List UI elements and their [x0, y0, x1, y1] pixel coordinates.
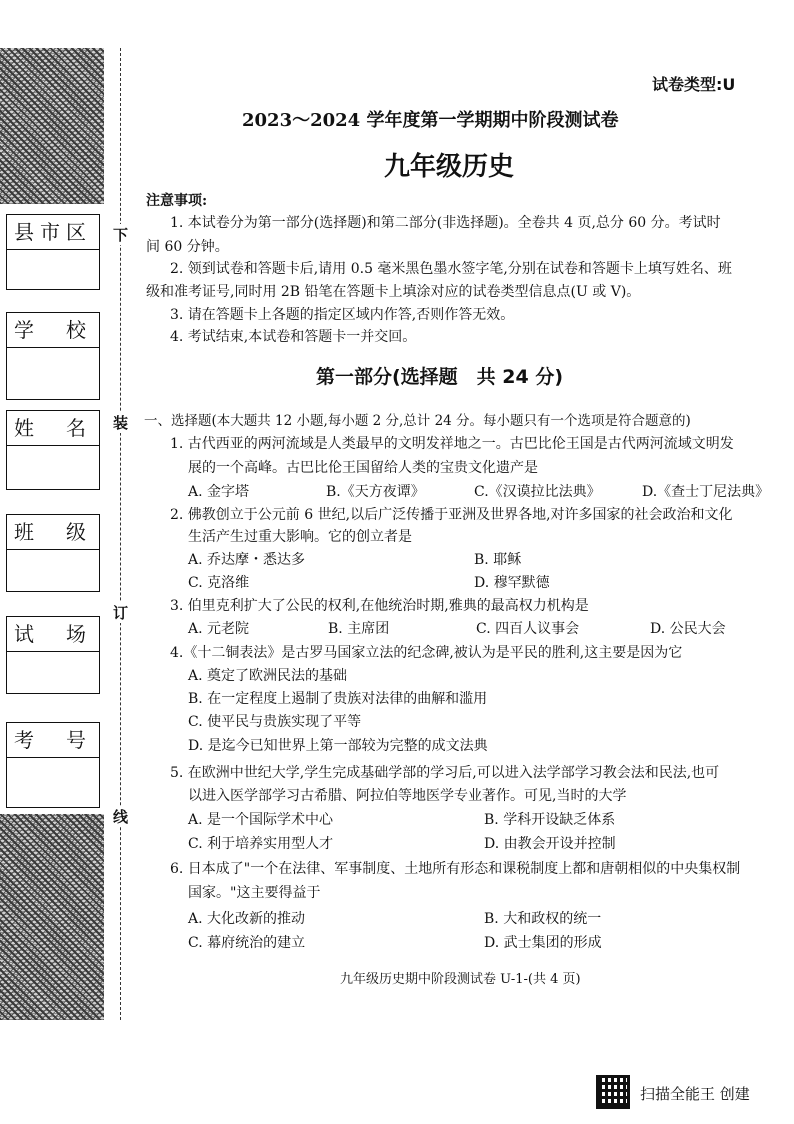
question-1-option-b[interactable]: B.《天方夜谭》 [326, 484, 425, 500]
note-line: 4. 考试结束,本试卷和答题卡一并交回。 [170, 329, 417, 345]
part1-title: 第一部分(选择题 共 24 分) [316, 366, 564, 388]
question-5-option-a[interactable]: A. 是一个国际学术中心 [188, 812, 334, 828]
question-1-option-a[interactable]: A. 金字塔 [188, 484, 250, 500]
question-6-stem: 6. 日本成了"一个在法律、军事制度、土地所有形态和课税制度上都和唐朝相似的中央集权制 [170, 861, 741, 877]
sidebar-box-name[interactable] [6, 410, 100, 490]
page-footer: 九年级历史期中阶段测试卷 U-1-(共 4 页) [340, 972, 581, 987]
question-3-option-d[interactable]: D. 公民大会 [650, 621, 726, 637]
sidebar-noise-bottom [0, 814, 104, 1020]
question-6-option-c[interactable]: C. 幕府统治的建立 [188, 935, 306, 951]
question-4-option-d[interactable]: D. 是迄今已知世界上第一部较为完整的成文法典 [188, 738, 488, 754]
qr-code-icon [596, 1075, 630, 1109]
binding-char-zhuang: 装 [113, 414, 129, 432]
question-5-option-d[interactable]: D. 由教会开设并控制 [484, 836, 616, 852]
question-2-stem: 生活产生过重大影响。它的创立者是 [188, 529, 412, 545]
binding-char-xia: 下 [113, 226, 129, 244]
notes-heading: 注意事项: [146, 193, 208, 209]
sidebar-label-name: 姓 名 [7, 411, 99, 446]
note-line: 3. 请在答题卡上各题的指定区域内作答,否则作答无效。 [170, 307, 515, 323]
note-line: 1. 本试卷分为第一部分(选择题)和第二部分(非选择题)。全卷共 4 页,总分 60 分。考试时 [170, 215, 721, 231]
section-intro: 一、选择题(本大题共 12 小题,每小题 2 分,总计 24 分。每小题只有一个选项是符合题意的) [144, 413, 691, 429]
sidebar-label-room: 试 场 [7, 617, 99, 652]
sidebar-label-class: 班 级 [7, 515, 99, 550]
question-4-stem: 4.《十二铜表法》是古罗马国家立法的纪念碑,被认为是平民的胜利,这主要是因为它 [170, 645, 683, 661]
question-1-stem: 1. 古代西亚的两河流域是人类最早的文明发祥地之一。古巴比伦王国是古代两河流域文明发 [170, 436, 734, 452]
question-6-option-a[interactable]: A. 大化改新的推动 [188, 911, 306, 927]
question-4-option-c[interactable]: C. 使平民与贵族实现了平等 [188, 714, 362, 730]
subject-title: 九年级历史 [384, 152, 515, 182]
question-1-option-c[interactable]: C.《汉谟拉比法典》 [474, 484, 601, 500]
sidebar-box-county[interactable] [6, 214, 100, 290]
sidebar-box-number[interactable] [6, 722, 100, 808]
sidebar-noise-top [0, 48, 104, 204]
question-1-option-d[interactable]: D.《查士丁尼法典》 [642, 484, 770, 500]
question-4-option-a[interactable]: A. 奠定了欧洲民法的基础 [188, 668, 348, 684]
binding-char-xian: 线 [113, 808, 129, 826]
question-4-option-b[interactable]: B. 在一定程度上遏制了贵族对法律的曲解和滥用 [188, 691, 488, 707]
question-3-stem: 3. 伯里克利扩大了公民的权利,在他统治时期,雅典的最高权力机构是 [170, 598, 589, 614]
question-5-option-c[interactable]: C. 利于培养实用型人才 [188, 836, 334, 852]
sidebar-label-number: 考 号 [7, 723, 99, 758]
question-1-stem: 展的一个高峰。古巴比伦王国留给人类的宝贵文化遗产是 [188, 460, 538, 476]
question-6-option-b[interactable]: B. 大和政权的统一 [484, 911, 602, 927]
question-5-stem: 以进入医学部学习古希腊、阿拉伯等地医学专业著作。可见,当时的大学 [188, 788, 627, 804]
question-3-option-b[interactable]: B. 主席团 [328, 621, 390, 637]
question-2-option-c[interactable]: C. 克洛维 [188, 575, 250, 591]
question-2-option-a[interactable]: A. 乔达摩・悉达多 [188, 552, 306, 568]
question-3-option-a[interactable]: A. 元老院 [188, 621, 250, 637]
question-3-option-c[interactable]: C. 四百人议事会 [476, 621, 580, 637]
question-5-option-b[interactable]: B. 学科开设缺乏体系 [484, 812, 616, 828]
sidebar-box-class[interactable] [6, 514, 100, 592]
question-6-stem: 国家。"这主要得益于 [188, 885, 321, 901]
paper-type: 试卷类型:U [652, 75, 736, 94]
exam-title: 2023～2024 学年度第一学期期中阶段测试卷 [242, 110, 619, 131]
note-line: 间 60 分钟。 [146, 239, 229, 255]
sidebar-box-school[interactable] [6, 312, 100, 400]
sidebar-label-school: 学 校 [7, 313, 99, 348]
sidebar-label-county: 县市区 [7, 215, 99, 250]
question-2-option-b[interactable]: B. 耶稣 [474, 552, 522, 568]
note-line: 2. 领到试卷和答题卡后,请用 0.5 毫米黑色墨水签字笔,分别在试卷和答题卡上填写姓名、班 [170, 261, 732, 277]
question-2-option-d[interactable]: D. 穆罕默德 [474, 575, 550, 591]
question-2-stem: 2. 佛教创立于公元前 6 世纪,以后广泛传播于亚洲及世界各地,对许多国家的社会政治和文化 [170, 507, 733, 523]
note-line: 级和准考证号,同时用 2B 铅笔在答题卡上填涂对应的试卷类型信息点(U 或 V)。 [146, 284, 641, 300]
binding-char-ding: 订 [113, 604, 129, 622]
scanner-watermark: 扫描全能王 创建 [640, 1085, 750, 1103]
question-6-option-d[interactable]: D. 武士集团的形成 [484, 935, 602, 951]
sidebar-box-room[interactable] [6, 616, 100, 694]
question-5-stem: 5. 在欧洲中世纪大学,学生完成基础学部的学习后,可以进入法学部学习教会法和民法,也可 [170, 765, 720, 781]
binding-line [120, 48, 121, 1020]
